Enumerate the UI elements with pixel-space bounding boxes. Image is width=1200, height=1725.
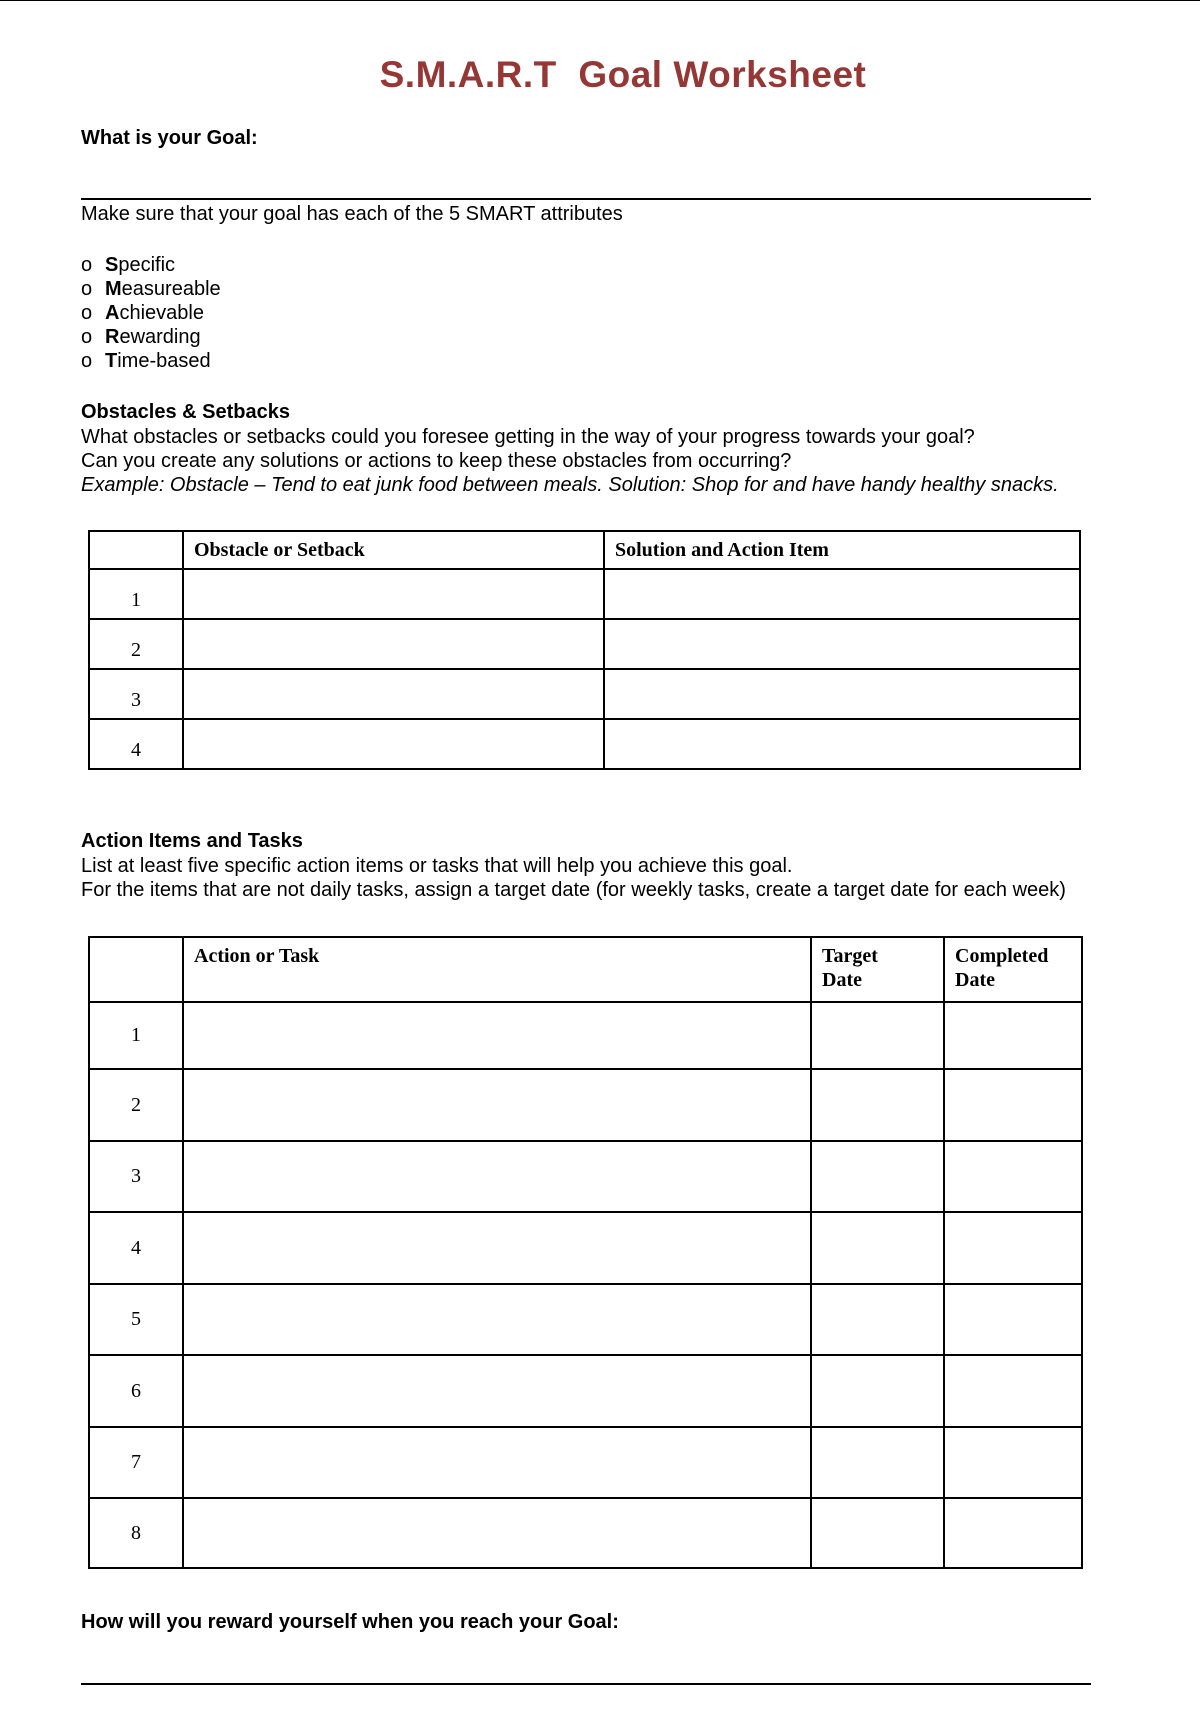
actions-header-target-date: Target Date xyxy=(811,937,944,1002)
actions-row-number: 6 xyxy=(89,1355,183,1427)
task-cell[interactable] xyxy=(183,1355,811,1427)
target-date-cell[interactable] xyxy=(811,1069,944,1141)
bullet-marker: o xyxy=(81,278,93,300)
obstacle-cell[interactable] xyxy=(183,619,604,669)
solution-cell[interactable] xyxy=(604,669,1080,719)
obstacle-cell[interactable] xyxy=(183,669,604,719)
smart-attribute-initial: T xyxy=(105,350,118,372)
smart-attribute-rest: ime-based xyxy=(117,350,211,372)
target-date-cell[interactable] xyxy=(811,1498,944,1568)
actions-instruction-2: For the items that are not daily tasks, assign a target date (for weekly tasks, create a target date for each week) xyxy=(81,879,1066,901)
obstacles-row-number: 2 xyxy=(89,619,183,669)
solution-cell[interactable] xyxy=(604,619,1080,669)
reward-answer-line[interactable] xyxy=(81,1683,1091,1685)
obstacles-example: Example: Obstacle – Tend to eat junk food between meals. Solution: Shop for and have handy healthy snacks. xyxy=(81,474,1059,496)
actions-row-number: 8 xyxy=(89,1498,183,1568)
smart-attribute-rest: pecific xyxy=(118,254,176,276)
actions-header-task: Action or Task xyxy=(183,937,811,1002)
smart-attribute-item xyxy=(81,277,221,301)
target-date-cell[interactable] xyxy=(811,1355,944,1427)
actions-table-row xyxy=(89,1498,1082,1568)
actions-table-row xyxy=(89,1141,1082,1212)
actions-row-number: 5 xyxy=(89,1284,183,1355)
actions-table-row xyxy=(89,1069,1082,1141)
smart-attribute-rest: ewarding xyxy=(119,326,201,348)
completed-date-cell[interactable] xyxy=(944,1141,1082,1212)
obstacles-table-row xyxy=(89,569,1080,619)
goal-prompt: What is your Goal: xyxy=(81,127,258,149)
actions-table-row xyxy=(89,1212,1082,1284)
obstacles-table-row xyxy=(89,669,1080,719)
bullet-marker: o xyxy=(81,350,93,372)
actions-row-number: 4 xyxy=(89,1212,183,1284)
obstacles-table-row xyxy=(89,719,1080,769)
obstacles-heading: Obstacles & Setbacks xyxy=(81,401,290,423)
bullet-marker: o xyxy=(81,302,93,324)
page-title: S.M.A.R.T Goal Worksheet xyxy=(379,54,867,95)
solution-cell[interactable] xyxy=(604,569,1080,619)
actions-row-number: 3 xyxy=(89,1141,183,1212)
actions-table-row xyxy=(89,1427,1082,1498)
actions-heading: Action Items and Tasks xyxy=(81,830,303,852)
actions-header-number xyxy=(89,937,183,1002)
bullet-marker: o xyxy=(81,326,93,348)
target-date-cell[interactable] xyxy=(811,1284,944,1355)
obstacles-question-1: What obstacles or setbacks could you foresee getting in the way of your progress towards your goal? xyxy=(81,426,975,448)
bullet-marker: o xyxy=(81,254,93,276)
obstacles-row-number: 4 xyxy=(89,719,183,769)
smart-attribute-item xyxy=(81,301,221,325)
actions-table-row xyxy=(89,1355,1082,1427)
obstacles-header-obstacle: Obstacle or Setback xyxy=(183,531,604,569)
completed-date-cell[interactable] xyxy=(944,1069,1082,1141)
smart-intro-text: Make sure that your goal has each of the 5 SMART attributes xyxy=(81,203,623,225)
smart-attribute-initial: S xyxy=(105,254,119,276)
smart-attributes-list xyxy=(81,253,221,373)
smart-attribute-item xyxy=(81,253,221,277)
target-date-cell[interactable] xyxy=(811,1002,944,1069)
completed-date-cell[interactable] xyxy=(944,1212,1082,1284)
smart-attribute-item xyxy=(81,325,221,349)
obstacles-header-solution: Solution and Action Item xyxy=(604,531,1080,569)
task-cell[interactable] xyxy=(183,1141,811,1212)
smart-attribute-rest: easureable xyxy=(121,278,221,300)
actions-row-number: 1 xyxy=(89,1002,183,1069)
obstacle-cell[interactable] xyxy=(183,569,604,619)
reward-prompt: How will you reward yourself when you reach your Goal: xyxy=(81,1611,619,1633)
obstacles-table-row xyxy=(89,619,1080,669)
completed-date-cell[interactable] xyxy=(944,1498,1082,1568)
task-cell[interactable] xyxy=(183,1002,811,1069)
smart-attribute-initial: M xyxy=(105,278,122,300)
smart-attribute-rest: chievable xyxy=(119,302,204,324)
task-cell[interactable] xyxy=(183,1284,811,1355)
actions-instruction-1: List at least five specific action items or tasks that will help you achieve this goal. xyxy=(81,855,793,877)
task-cell[interactable] xyxy=(183,1427,811,1498)
target-date-cell[interactable] xyxy=(811,1212,944,1284)
smart-attribute-initial: R xyxy=(105,326,120,348)
actions-row-number: 7 xyxy=(89,1427,183,1498)
target-date-cell[interactable] xyxy=(811,1141,944,1212)
actions-table-header-row xyxy=(89,937,1082,1002)
actions-row-number: 2 xyxy=(89,1069,183,1141)
completed-date-cell[interactable] xyxy=(944,1284,1082,1355)
actions-table-row xyxy=(89,1002,1082,1069)
obstacles-header-number xyxy=(89,531,183,569)
task-cell[interactable] xyxy=(183,1498,811,1568)
target-date-cell[interactable] xyxy=(811,1427,944,1498)
goal-answer-line[interactable] xyxy=(81,198,1091,200)
completed-date-cell[interactable] xyxy=(944,1427,1082,1498)
page-top-border xyxy=(0,0,1200,1)
obstacles-row-number: 3 xyxy=(89,669,183,719)
obstacles-table-header-row xyxy=(89,531,1080,569)
actions-header-completed-date: Completed Date xyxy=(944,937,1082,1002)
actions-table-row xyxy=(89,1284,1082,1355)
completed-date-cell[interactable] xyxy=(944,1002,1082,1069)
task-cell[interactable] xyxy=(183,1212,811,1284)
actions-table xyxy=(88,936,1083,1569)
obstacles-row-number: 1 xyxy=(89,569,183,619)
obstacles-question-2: Can you create any solutions or actions to keep these obstacles from occurring? xyxy=(81,450,792,472)
smart-attribute-initial: A xyxy=(105,302,120,324)
obstacles-table xyxy=(88,530,1081,770)
completed-date-cell[interactable] xyxy=(944,1355,1082,1427)
solution-cell[interactable] xyxy=(604,719,1080,769)
task-cell[interactable] xyxy=(183,1069,811,1141)
smart-attribute-item xyxy=(81,349,221,373)
obstacle-cell[interactable] xyxy=(183,719,604,769)
